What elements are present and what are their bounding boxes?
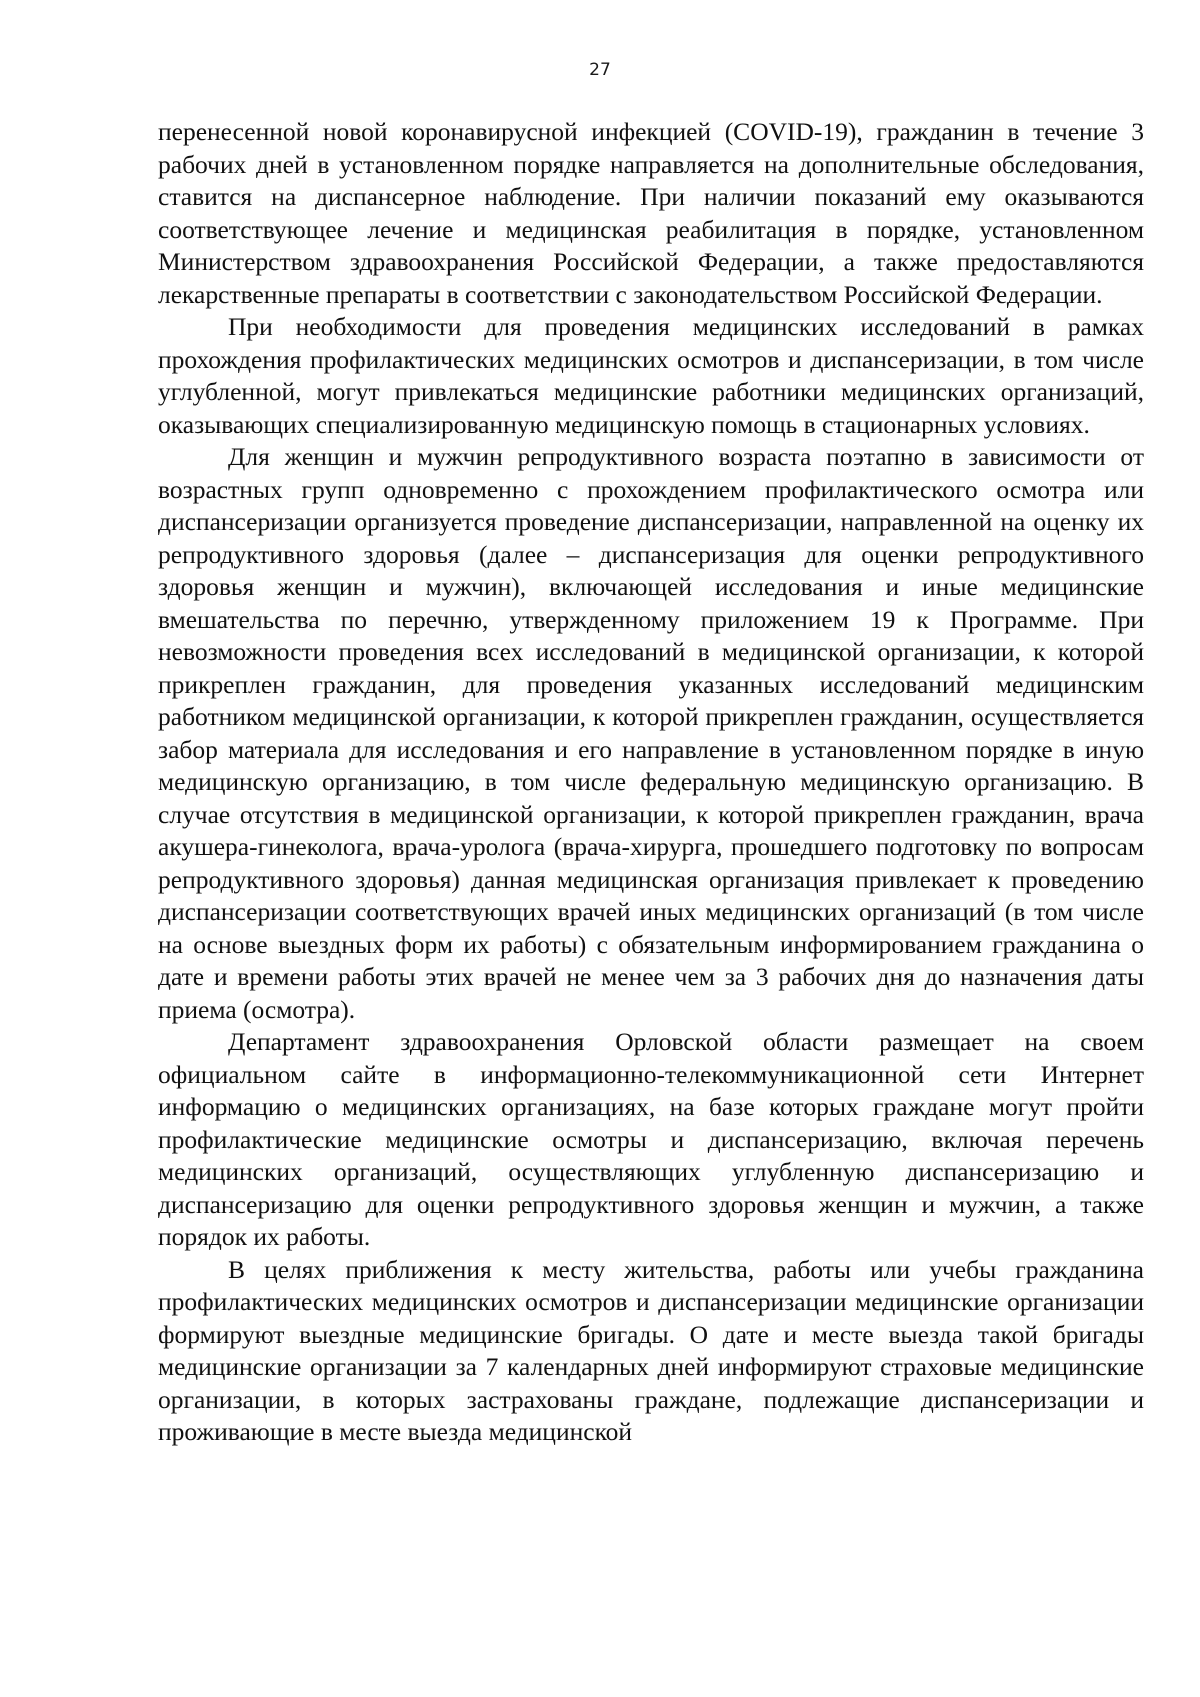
document-body xyxy=(158,116,1144,1449)
paragraph-continuation: перенесенной новой коронавирусной инфекцией (COVID-19), гражданин в течение 3 рабочих дней в установленном порядке направляется на дополнительные обследования, ставится на диспансерное наблюдение. При наличии показаний ему оказываются соответствующее лечение и медицинская реабилитация в порядке, установленном Министерством здравоохранения Российской Федерации, а также предоставляются лекарственные препараты в соответствии с законодательством Российской Федерации. xyxy=(158,117,1144,309)
paragraph: При необходимости для проведения медицинских исследований в рамках прохождения профилактических медицинских осмотров и диспансеризации, в том числе углубленной, могут привлекаться медицинские работники медицинских организаций, оказывающих специализированную медицинскую помощь в стационарных условиях. xyxy=(158,312,1144,439)
paragraph: В целях приближения к месту жительства, работы или учебы гражданина профилактических медицинских осмотров и диспансеризации медицинские организации формируют выездные медицинские бригады. О дате и месте выезда такой бригады медицинские организации за 7 календарных дней информируют страховые медицинские организации, в которых застрахованы граждане, подлежащие диспансеризации и проживающие в месте выезда медицинской xyxy=(158,1254,1144,1446)
paragraph: Для женщин и мужчин репродуктивного возраста поэтапно в зависимости от возрастных групп одновременно с прохождением профилактического осмотра или диспансеризации организуется проведение диспансеризации, направленной на оценку их репродуктивного здоровья (далее – диспансеризация для оценки репродуктивного здоровья женщин и мужчин), включающей исследования и иные медицинские вмешательства по перечню, утвержденному приложением 19 к Программе. При невозможности проведения всех исследований в медицинской организации, к которой прикреплен гражданин, для проведения указанных исследований медицинским работником медицинской организации, к которой прикреплен гражданин, осуществляется забор материала для исследования и его направление в установленном порядке в иную медицинскую организацию, в том числе федеральную медицинскую организацию. В случае отсутствия в медицинской организации, к которой прикреплен гражданин, врача акушера-гинеколога, врача-уролога (врача-хирурга, прошедшего подготовку по вопросам репродуктивного здоровья) данная медицинская организация привлекает к проведению диспансеризации соответствующих врачей иных медицинских организаций (в том числе на основе выездных форм их работы) с обязательным информированием гражданина о дате и времени работы этих врачей не менее чем за 3 рабочих дня до назначения даты приема (осмотра). xyxy=(158,442,1144,1024)
page-number: 27 xyxy=(589,60,611,80)
paragraph: Департамент здравоохранения Орловской области размещает на своем официальном сайте в информационно-телекоммуникационной сети Интернет информацию о медицинских организациях, на базе которых граждане могут пройти профилактические медицинские осмотры и диспансеризацию, включая перечень медицинских организаций, осуществляющих углубленную диспансеризацию и диспансеризацию для оценки репродуктивного здоровья женщин и мужчин, а также порядок их работы. xyxy=(158,1027,1144,1251)
